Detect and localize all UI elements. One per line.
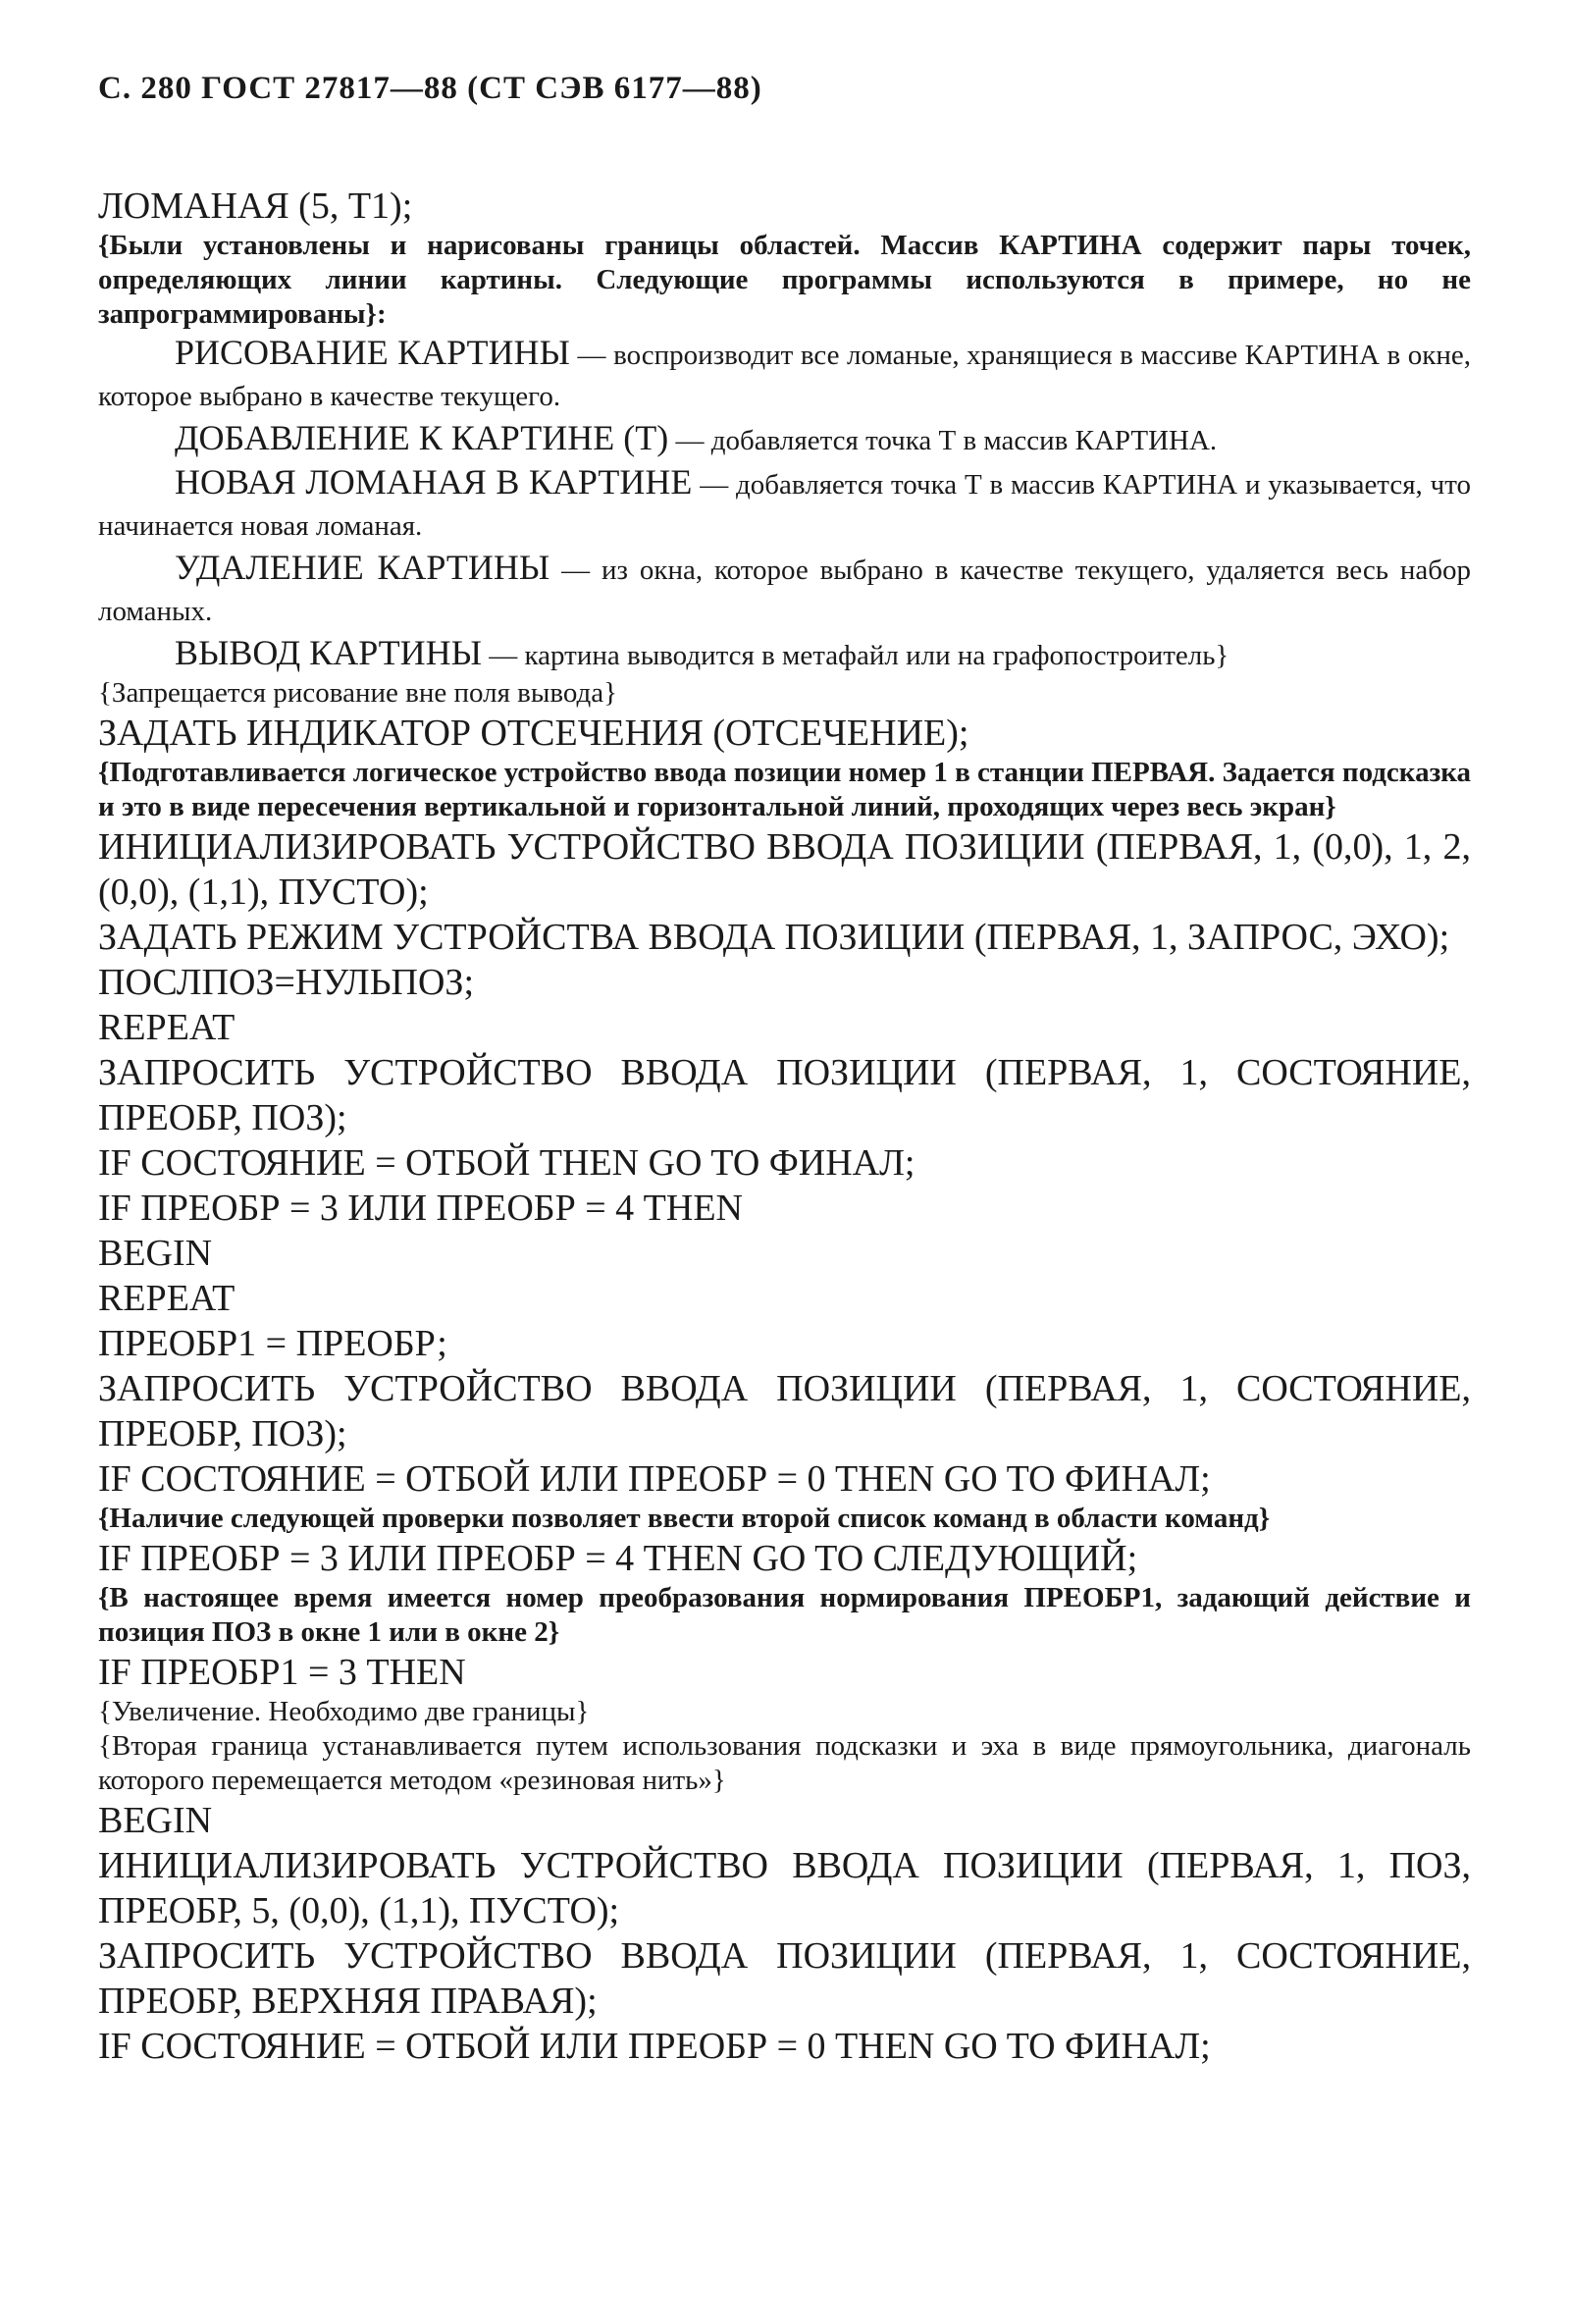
- code-line: BEGIN: [98, 1800, 213, 1841]
- code-line: ИНИЦИАЛИЗИРОВАТЬ УСТРОЙСТВО ВВОДА ПОЗИЦИИ (ПЕРВАЯ, 1, ПОЗ, ПРЕОБР, 5, (0,0), (1,1), ПУСТО);: [98, 1845, 1471, 1931]
- code-line: ИНИЦИАЛИЗИРОВАТЬ УСТРОЙСТВО ВВОДА ПОЗИЦИИ (ПЕРВАЯ, 1, (0,0), 1, 2, (0,0), (1,1), ПУСТО);: [98, 826, 1471, 913]
- code-line: IF ПРЕОБР = 3 ИЛИ ПРЕОБР = 4 THEN GO TO СЛЕДУЮЩИЙ;: [98, 1538, 1138, 1579]
- procedure-description: [98, 417, 1471, 461]
- procedure-name: ДОБАВЛЕНИЕ К КАРТИНЕ (Т): [175, 418, 669, 457]
- procedure-text: — добавляется точка Т в массив КАРТИНА и указывается, что начинается новая ломаная.: [98, 469, 1472, 542]
- procedure-text: — из окна, которое выбрано в качестве текущего, удаляется весь набор ломаных.: [98, 555, 1471, 627]
- procedure-text: — воспроизводит все ломаные, хранящиеся в массиве КАРТИНА в окне, которое выбрано в качестве текущего.: [98, 340, 1472, 412]
- comment-block: {Увеличение. Необходимо две границы}: [98, 1696, 590, 1727]
- procedure-text: — добавляется точка Т в массив КАРТИНА.: [668, 425, 1218, 456]
- code-line: ЗАПРОСИТЬ УСТРОЙСТВО ВВОДА ПОЗИЦИИ (ПЕРВАЯ, 1, СОСТОЯНИЕ, ПРЕОБР, ПОЗ);: [98, 1052, 1471, 1138]
- code-line: IF ПРЕОБР = 3 ИЛИ ПРЕОБР = 4 THEN: [98, 1188, 743, 1229]
- procedure-name: НОВАЯ ЛОМАНАЯ В КАРТИНЕ: [175, 462, 693, 502]
- procedure-description: [98, 461, 1471, 547]
- code-line: REPEAT: [98, 1007, 235, 1048]
- code-line: ЛОМАНАЯ (5, Т1);: [98, 185, 413, 227]
- procedure-name: УДАЛЕНИЕ КАРТИНЫ: [175, 548, 550, 587]
- comment-block: {Запрещается рисование вне поля вывода}: [98, 677, 618, 709]
- code-line: ЗАДАТЬ РЕЖИМ УСТРОЙСТВА ВВОДА ПОЗИЦИИ (ПЕРВАЯ, 1, ЗАПРОС, ЭХО);: [98, 917, 1450, 958]
- code-line: IF СОСТОЯНИЕ = ОТБОЙ ИЛИ ПРЕОБР = 0 THEN GO TO ФИНАЛ;: [98, 1458, 1211, 1500]
- procedure-name: РИСОВАНИЕ КАРТИНЫ: [175, 333, 570, 372]
- procedure-description: [98, 547, 1471, 632]
- code-line: IF ПРЕОБР1 = 3 THEN: [98, 1652, 466, 1693]
- procedure-description: [98, 332, 1471, 417]
- comment-block: {В настоящее время имеется номер преобразования нормирования ПРЕОБР1, задающий действие и позиция ПОЗ в окне 1 или в окне 2}: [98, 1582, 1471, 1648]
- code-line: ЗАПРОСИТЬ УСТРОЙСТВО ВВОДА ПОЗИЦИИ (ПЕРВАЯ, 1, СОСТОЯНИЕ, ПРЕОБР, ВЕРХНЯЯ ПРАВАЯ);: [98, 1935, 1471, 2022]
- procedure-text: — картина выводится в метафайл или на графопостроитель}: [482, 640, 1229, 671]
- code-line: ЗАДАТЬ ИНДИКАТОР ОТСЕЧЕНИЯ (ОТСЕЧЕНИЕ);: [98, 713, 969, 754]
- code-line: IF СОСТОЯНИЕ = ОТБОЙ ИЛИ ПРЕОБР = 0 THEN GO TO ФИНАЛ;: [98, 2026, 1211, 2067]
- procedure-description: [98, 632, 1471, 676]
- procedure-name: ВЫВОД КАРТИНЫ: [175, 633, 483, 672]
- page-header: С. 280 ГОСТ 27817—88 (СТ СЭВ 6177—88): [98, 71, 762, 106]
- code-line: BEGIN: [98, 1233, 213, 1274]
- comment-block: {Были установлены и нарисованы границы областей. Массив КАРТИНА содержит пары точек, определяющих линии картины. Следующие программы используются в примере, но не запрограммированы}:: [98, 230, 1471, 330]
- code-line: ПОСЛПОЗ=НУЛЬПОЗ;: [98, 962, 475, 1003]
- code-line: IF СОСТОЯНИЕ = ОТБОЙ THEN GO TO ФИНАЛ;: [98, 1142, 915, 1184]
- comment-block: {Наличие следующей проверки позволяет ввести второй список команд в области команд}: [98, 1503, 1271, 1534]
- comment-block: {Вторая граница устанавливается путем использования подсказки и эха в виде прямоугольника, диагональ которого перемещается методом «резиновая нить»}: [98, 1730, 1471, 1796]
- code-line: ПРЕОБР1 = ПРЕОБР;: [98, 1323, 447, 1364]
- code-line: REPEAT: [98, 1278, 235, 1319]
- comment-block: {Подготавливается логическое устройство ввода позиции номер 1 в станции ПЕРВАЯ. Задается подсказка и это в виде пересечения вертикальной и горизонтальной линий, проходящих через весь экран}: [98, 757, 1471, 822]
- code-line: ЗАПРОСИТЬ УСТРОЙСТВО ВВОДА ПОЗИЦИИ (ПЕРВАЯ, 1, СОСТОЯНИЕ, ПРЕОБР, ПОЗ);: [98, 1368, 1471, 1454]
